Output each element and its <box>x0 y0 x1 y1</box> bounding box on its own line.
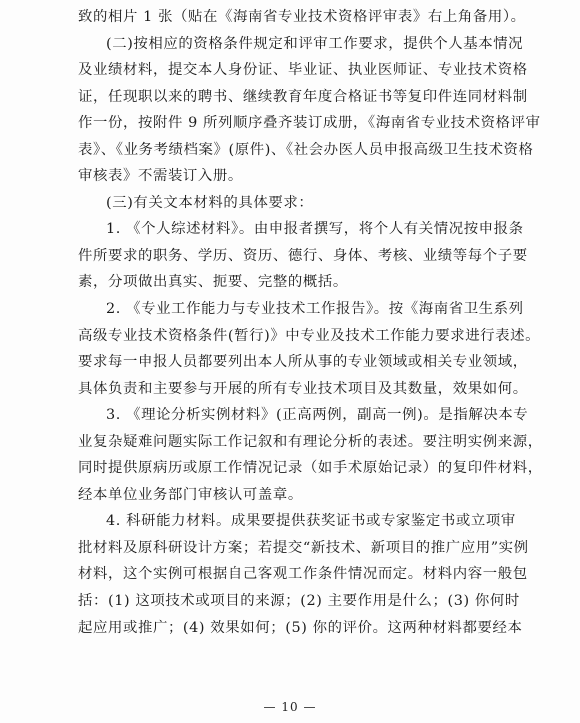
text-line: 素，分项做出真实、扼要、完整的概括。 <box>78 274 348 291</box>
text-line: 要求每一申报人员都要列出本人所从事的专业领域或相关专业领域， <box>78 354 528 371</box>
text-line: 审核表》不需装订入册。 <box>78 168 243 185</box>
text-line: 1. 《个人综述材料》。由申报者撰写，将个人有关情况按申报条 <box>106 221 524 238</box>
text-line: 业复杂疑难问题实际工作记叙和有理论分析的表述。要注明实例来源， <box>78 433 543 450</box>
text-line: (三)有关文本材料的具体要求： <box>106 194 314 211</box>
text-line: 起应用或推广；(4) 效果如何；(5) 你的评价。这两种材料都要经本 <box>78 619 523 636</box>
text-line: 3. 《理论分析实例材料》(正高两例，副高一例)。是指解决本专 <box>106 407 529 424</box>
text-line: 高级专业技术资格条件(暂行)》中专业及技术工作能力要求进行表述。 <box>78 327 541 344</box>
text-line: 材料，这个实例可根据自己客观工作条件情况而定。材料内容一般包 <box>78 566 528 583</box>
text-line: 4. 科研能力材料。成果要提供获奖证书或专家鉴定书或立项审 <box>106 513 516 530</box>
text-line: 括：(1) 这项技术或项目的来源；(2) 主要作用是什么；(3) 你何时 <box>78 593 520 610</box>
text-line: (二)按相应的资格条件规定和评审工作要求，提供个人基本情况 <box>106 35 524 52</box>
text-line: 件所要求的职务、学历、资历、德行、身体、考核、业绩等每个子要 <box>78 247 528 264</box>
body-text <box>78 4 548 641</box>
text-line: 同时提供原病历或原工作情况记录（如手术原始记录）的复印件材料， <box>78 460 543 477</box>
text-line: 2. 《专业工作能力与专业技术工作报告》。按《海南省卫生系列 <box>106 301 524 318</box>
text-line: 批材料及原科研设计方案；若提交“新技术、新项目的推广应用”实例 <box>78 539 529 556</box>
page-number: — 10 — <box>263 700 317 714</box>
text-line: 表》、《业务考绩档案》(原件)、《社会办医人员申报高级卫生技术资格 <box>78 141 534 158</box>
text-line: 证，任现职以来的聘书、继续教育年度合格证书等复印件连同材料制 <box>78 88 528 105</box>
text-line: 作一份，按附件 9 所列顺序叠齐装订成册，《海南省专业技术资格评审 <box>78 115 541 132</box>
text-line: 经本单位业务部门审核认可盖章。 <box>78 486 303 503</box>
text-line: 致的相片 1 张（贴在《海南省专业技术资格评审表》右上角备用）。 <box>78 9 526 25</box>
text-line: 及业绩材料，提交本人身份证、毕业证、执业医师证、专业技术资格 <box>78 62 528 79</box>
text-line: 具体负责和主要参与开展的所有专业技术项目及其数量，效果如何。 <box>78 380 528 397</box>
